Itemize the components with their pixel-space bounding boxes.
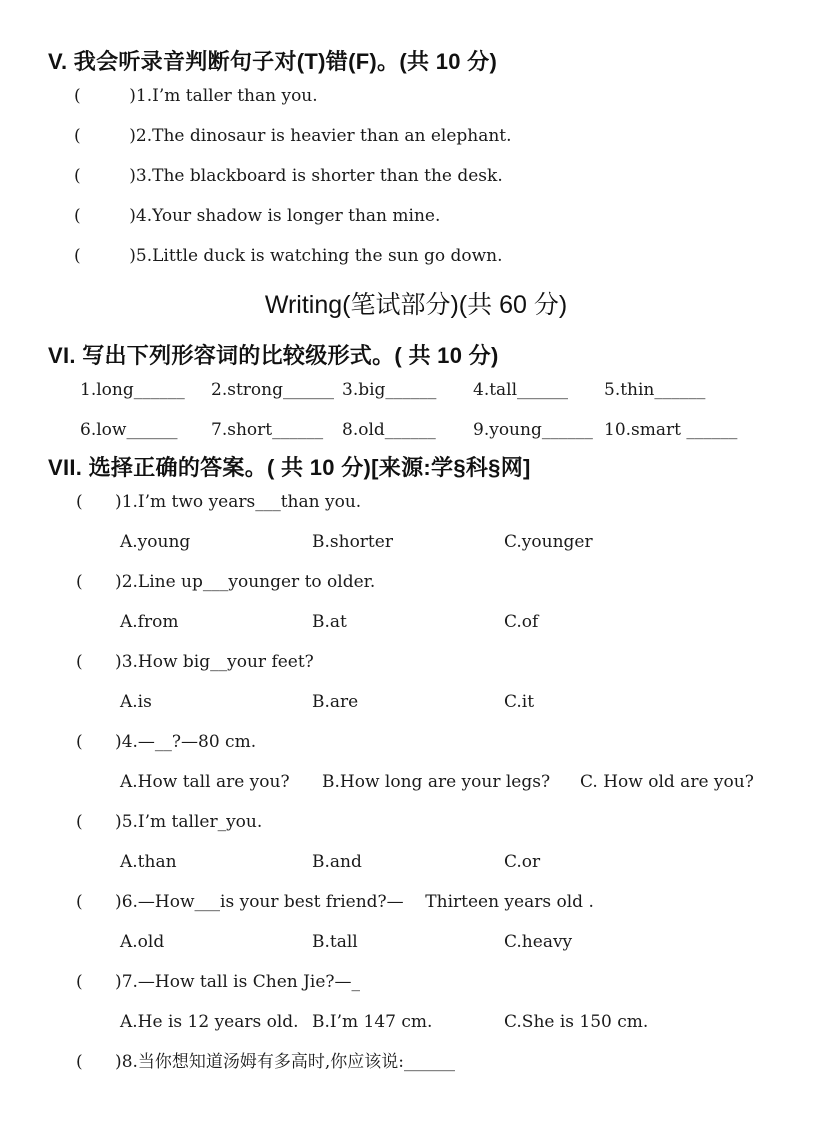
mc-option-c: C.younger — [504, 532, 593, 552]
mc-option-a: A.from — [120, 612, 179, 632]
mc-question-8 — [48, 1042, 784, 1082]
answer-bracket: ( ) — [76, 492, 122, 512]
mc-question-3 — [48, 642, 784, 682]
comparative-item-4: 4.tall______ — [473, 380, 569, 400]
section-vii-title: VII. 选择正确的答案。( 共 10 分)[来源:学§科§网] — [48, 455, 531, 480]
mc-option-c: C.of — [504, 612, 539, 632]
mc-option-b: B.tall — [312, 932, 358, 952]
mc-question-text: 5.I’m taller_you. — [121, 812, 263, 832]
mc-question-text: 8.当你想知道汤姆有多高时,你应该说:______ — [121, 1052, 456, 1072]
mc-option-a: A.young — [120, 532, 191, 552]
mc-option-b: B.are — [312, 692, 359, 712]
mc-option-b: B.shorter — [312, 532, 393, 552]
answer-bracket: ( ) — [76, 892, 122, 912]
answer-bracket: ( ) — [76, 1052, 122, 1072]
tf-item-3 — [48, 156, 784, 196]
mc-option-b: B.How long are your legs? — [322, 772, 551, 792]
comparative-item-8: 8.old______ — [342, 420, 436, 440]
comparative-item-10: 10.smart ______ — [604, 420, 738, 440]
mc-option-c: C. How old are you? — [580, 772, 754, 792]
tf-item-2 — [48, 116, 784, 156]
mc-options-7 — [48, 1002, 784, 1042]
mc-question-text: 4.—__?—80 cm. — [121, 732, 257, 752]
tf-item-text: 1.I’m taller than you. — [135, 86, 318, 106]
mc-option-b: B.at — [312, 612, 347, 632]
mc-option-b: B.I’m 147 cm. — [312, 1012, 433, 1032]
tf-item-5 — [48, 236, 784, 276]
comparative-row-1 — [48, 370, 784, 410]
mc-option-a: A.He is 12 years old. — [120, 1012, 299, 1032]
mc-question-4 — [48, 722, 784, 762]
mc-option-a: A.is — [120, 692, 152, 712]
mc-options-6 — [48, 922, 784, 962]
mc-question-text: 2.Line up___younger to older. — [121, 572, 376, 592]
mc-options-1 — [48, 522, 784, 562]
comparative-item-1: 1.long______ — [80, 380, 185, 400]
comparative-item-7: 7.short______ — [211, 420, 324, 440]
writing-section-heading: Writing(笔试部分)(共 60 分) — [264, 291, 568, 319]
comparative-item-6: 6.low______ — [80, 420, 178, 440]
comparative-item-5: 5.thin______ — [604, 380, 706, 400]
tf-item-text: 2.The dinosaur is heavier than an elephant. — [135, 126, 512, 146]
mc-question-5 — [48, 802, 784, 842]
answer-bracket: ( ) — [74, 246, 136, 266]
mc-option-c: C.She is 150 cm. — [504, 1012, 649, 1032]
mc-options-5 — [48, 842, 784, 882]
mc-option-c: C.heavy — [504, 932, 573, 952]
tf-item-4 — [48, 196, 784, 236]
mc-option-a: A.How tall are you? — [120, 772, 290, 792]
answer-bracket: ( ) — [76, 732, 122, 752]
tf-item-text: 3.The blackboard is shorter than the desk. — [135, 166, 503, 186]
section-v-title: V. 我会听录音判断句子对(T)错(F)。(共 10 分) — [48, 49, 498, 74]
answer-bracket: ( ) — [74, 166, 136, 186]
mc-question-text: 6.—How___is your best friend?— Thirteen years old . — [121, 892, 594, 912]
answer-bracket: ( ) — [74, 86, 136, 106]
mc-option-b: B.and — [312, 852, 362, 872]
answer-bracket: ( ) — [74, 126, 136, 146]
mc-question-text: 7.—How tall is Chen Jie?—_ — [121, 972, 361, 992]
comparative-row-2 — [48, 410, 784, 450]
mc-question-text: 1.I’m two years___than you. — [121, 492, 362, 512]
mc-options-4 — [48, 762, 784, 802]
answer-bracket: ( ) — [76, 812, 122, 832]
mc-option-a: A.old — [120, 932, 165, 952]
answer-bracket: ( ) — [76, 652, 122, 672]
comparative-item-3: 3.big______ — [342, 380, 437, 400]
mc-question-1 — [48, 482, 784, 522]
tf-item-text: 5.Little duck is watching the sun go down. — [135, 246, 503, 266]
comparative-item-9: 9.young______ — [473, 420, 593, 440]
answer-bracket: ( ) — [76, 972, 122, 992]
mc-option-a: A.than — [120, 852, 177, 872]
section-vi-title: VI. 写出下列形容词的比较级形式。( 共 10 分) — [48, 343, 499, 368]
tf-item-text: 4.Your shadow is longer than mine. — [135, 206, 441, 226]
answer-bracket: ( ) — [74, 206, 136, 226]
mc-options-2 — [48, 602, 784, 642]
mc-question-7 — [48, 962, 784, 1002]
mc-option-c: C.or — [504, 852, 541, 872]
tf-item-1 — [48, 76, 784, 116]
answer-bracket: ( ) — [76, 572, 122, 592]
mc-question-text: 3.How big__your feet? — [121, 652, 314, 672]
comparative-item-2: 2.strong______ — [211, 380, 334, 400]
mc-question-2 — [48, 562, 784, 602]
mc-question-6 — [48, 882, 784, 922]
section-v-items — [48, 76, 784, 276]
mc-option-c: C.it — [504, 692, 535, 712]
mc-options-3 — [48, 682, 784, 722]
